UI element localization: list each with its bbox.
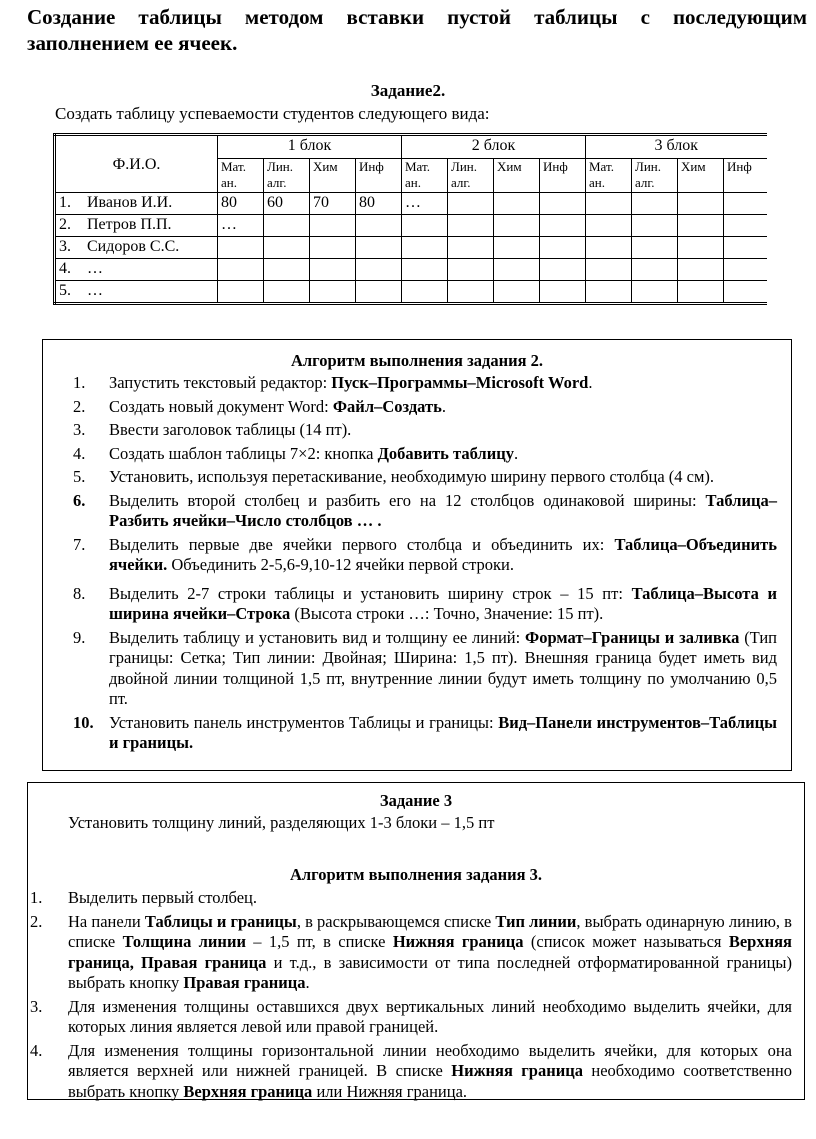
- step-text: Выделить таблицу и установить вид и толщину ее линий: Формат–Границы и заливка (Тип границы: Сетка; Тип линии: Двойная; Ширина: 1,5 пт). Внешняя граница будет иметь вид двойной линии толщиной 1,5 пт, внутренние линии будут иметь толщину по умолчанию 0,5 пт.: [109, 627, 778, 708]
- grade-cell: [448, 237, 494, 259]
- grade-cell: [264, 237, 310, 259]
- algorithm3-steps: [28, 888, 804, 1102]
- step-text: Для изменения толщины оставшихся двух вертикальных линий необходимо выделить ячейки, для которых линия является левой или правой границей.: [68, 996, 792, 1036]
- grade-cell: [678, 237, 724, 259]
- task3-description: Установить толщину линий, разделяющих 1-3 блоки – 1,5 пт: [68, 813, 495, 832]
- row-number: 5.: [59, 282, 71, 299]
- grade-cell: [218, 259, 264, 281]
- grade-cell: [356, 281, 402, 304]
- grade-cell: [448, 281, 494, 304]
- student-name-cell: [55, 259, 218, 281]
- step-text: Установить, используя перетаскивание, необходимую ширину первого столбца (4 см).: [109, 467, 715, 486]
- grade-cell: [494, 259, 540, 281]
- grade-cell: [678, 215, 724, 237]
- list-item: [43, 373, 791, 394]
- grade-cell: [632, 237, 678, 259]
- step-number: 1.: [73, 373, 86, 392]
- step-number: 3.: [73, 420, 86, 439]
- student-name-cell: [55, 281, 218, 304]
- row-number: 4.: [59, 260, 71, 277]
- grade-cell: [540, 193, 586, 215]
- list-item: [43, 535, 791, 576]
- step-number: 5.: [73, 467, 86, 486]
- grade-cell: [540, 215, 586, 237]
- grade-cell: [724, 259, 767, 281]
- block-header: 2 блок: [402, 135, 586, 159]
- grade-cell: [310, 237, 356, 259]
- row-number: 2.: [59, 216, 71, 233]
- grade-cell: [586, 193, 632, 215]
- grade-cell: [402, 259, 448, 281]
- grade-cell: [678, 281, 724, 304]
- list-item: [43, 467, 791, 488]
- row-number: 3.: [59, 238, 71, 255]
- grade-cell: [586, 259, 632, 281]
- grade-table: [53, 133, 767, 305]
- step-text: Для изменения толщины горизонтальной линии необходимо выделить ячейки, для которых она является верхней или нижней границей. В списке Нижняя граница необходимо соответственно выбрать кнопку Верхняя граница или Нижняя граница.: [68, 1040, 792, 1101]
- grade-cell: [264, 281, 310, 304]
- list-item: [43, 628, 791, 710]
- grade-cell: [678, 193, 724, 215]
- grade-cell: [218, 281, 264, 304]
- grade-cell: [448, 259, 494, 281]
- student-name: …: [87, 260, 103, 277]
- grade-cell: 70: [310, 193, 356, 215]
- task3-title: Задание 3: [379, 791, 453, 810]
- table-row: [55, 237, 767, 259]
- subject-header: Лин. алг.: [632, 159, 678, 193]
- subject-header: Лин. алг.: [448, 159, 494, 193]
- grade-cell: [310, 259, 356, 281]
- grade-cell: [218, 237, 264, 259]
- step-number: 2.: [73, 396, 86, 416]
- grade-cell: [402, 215, 448, 237]
- student-name-cell: [55, 237, 218, 259]
- grade-cell: …: [402, 193, 448, 215]
- step-text: Создать новый документ Word: Файл–Создать.: [109, 396, 446, 416]
- task2-description: Создать таблицу успеваемости студентов следующего вида:: [55, 104, 490, 123]
- algorithm3-title: Алгоритм выполнения задания 3.: [289, 865, 543, 884]
- grade-cell: [586, 237, 632, 259]
- name-header: Ф.И.О.: [55, 135, 218, 193]
- grade-cell: [310, 281, 356, 304]
- algorithm2-box: [42, 339, 792, 771]
- step-text: Выделить 2-7 строки таблицы и установить ширину строк – 15 пт: Таблица–Высота и ширина ячейки–Строка (Высота строки …: Точно, Значение: 15 пт).: [109, 583, 777, 623]
- student-name: Петров П.П.: [87, 216, 172, 233]
- grade-cell: [724, 215, 767, 237]
- grade-cell: [494, 281, 540, 304]
- grade-cell: [356, 259, 402, 281]
- list-item: [43, 420, 791, 441]
- list-item: [28, 888, 804, 909]
- step-number: 10.: [73, 712, 94, 732]
- step-number: 8.: [73, 583, 86, 603]
- grade-cell: [264, 259, 310, 281]
- step-text: Выделить второй столбец и разбить его на 12 столбцов одинаковой ширины: Таблица–Разбить ячейки–Число столбцов … .: [109, 490, 777, 530]
- step-text: Ввести заголовок таблицы (14 пт).: [109, 420, 352, 439]
- grade-cell: [632, 281, 678, 304]
- document-heading: Создание таблицы методом вставки пустой таблицы с последующим заполнением ее ячеек.: [27, 5, 807, 55]
- subject-header: Инф: [356, 159, 402, 193]
- algorithm2-steps: [43, 373, 791, 754]
- list-item: [43, 491, 791, 532]
- task2-title: Задание2.: [370, 81, 446, 100]
- step-text: Выделить первый столбец.: [68, 888, 258, 907]
- subject-header: Лин. алг.: [264, 159, 310, 193]
- subject-header: Мат. ан.: [586, 159, 632, 193]
- student-name: Сидоров С.С.: [87, 238, 180, 255]
- list-item: [43, 397, 791, 418]
- grade-cell: [678, 259, 724, 281]
- task3-box: [27, 782, 805, 1100]
- list-item: [28, 997, 804, 1038]
- subject-header: Мат. ан.: [218, 159, 264, 193]
- step-number: 3.: [30, 996, 43, 1016]
- grade-cell: [402, 281, 448, 304]
- step-number: 2.: [30, 911, 43, 931]
- subject-header: Хим: [310, 159, 356, 193]
- table-row: [55, 193, 767, 215]
- subject-header: Инф: [724, 159, 767, 193]
- subject-header: Мат. ан.: [402, 159, 448, 193]
- step-number: 7.: [73, 534, 86, 554]
- grade-cell: [402, 237, 448, 259]
- grade-cell: [632, 193, 678, 215]
- step-text: Выделить первые две ячейки первого столбца и объединить их: Таблица–Объединить ячейки. Объединить 2-5,6-9,10-12 ячейки первой строки.: [109, 534, 777, 574]
- step-text: Установить панель инструментов Таблицы и границы: Вид–Панели инструментов–Таблицы и границы.: [109, 712, 777, 752]
- subject-header: Хим: [494, 159, 540, 193]
- grade-cell: [540, 281, 586, 304]
- algorithm2-title: Алгоритм выполнения задания 2.: [290, 351, 544, 370]
- table-row: [55, 215, 767, 237]
- step-number: 1.: [30, 888, 43, 907]
- table-header-row: [55, 135, 767, 159]
- grade-cell: [494, 193, 540, 215]
- row-number: 1.: [59, 194, 71, 211]
- grade-cell: 60: [264, 193, 310, 215]
- student-name: Иванов И.И.: [87, 194, 173, 211]
- grade-cell: [264, 215, 310, 237]
- grade-cell: [310, 215, 356, 237]
- grade-cell: [540, 259, 586, 281]
- list-item: [43, 444, 791, 465]
- block-header: 1 блок: [218, 135, 402, 159]
- grade-cell: [448, 193, 494, 215]
- grade-cell: 80: [356, 193, 402, 215]
- grade-cell: [632, 215, 678, 237]
- grade-cell: 80: [218, 193, 264, 215]
- grade-cell: [356, 215, 402, 237]
- student-name-cell: [55, 215, 218, 237]
- list-item: [43, 713, 791, 754]
- grade-cell: [540, 237, 586, 259]
- grade-cell: [356, 237, 402, 259]
- step-text: Создать шаблон таблицы 7×2: кнопка Добавить таблицу.: [109, 443, 519, 463]
- grade-cell: [724, 281, 767, 304]
- step-text: На панели Таблицы и границы, в раскрывающемся списке Тип линии, выбрать одинарную линию, в списке Толщина линии – 1,5 пт, в списке Нижняя граница (список может называться Верхняя граница, Правая граница и т.д., в зависимости от типа последней отформатированной границы) выбрать кнопку Правая граница.: [68, 911, 792, 992]
- list-item: [28, 1041, 804, 1103]
- grade-cell: [494, 237, 540, 259]
- block-header: 3 блок: [586, 135, 767, 159]
- table-row: [55, 281, 767, 304]
- grade-cell: [494, 215, 540, 237]
- list-item: [43, 584, 791, 625]
- step-text: Запустить текстовый редактор: Пуск–Программы–Microsoft Word.: [109, 373, 593, 392]
- grade-cell: [448, 215, 494, 237]
- student-name: …: [87, 282, 103, 299]
- step-number: 6.: [73, 490, 86, 510]
- table-row: [55, 259, 767, 281]
- grade-cell: [724, 237, 767, 259]
- grade-cell: [724, 193, 767, 215]
- grade-cell: [632, 259, 678, 281]
- grade-cell: [586, 281, 632, 304]
- list-item: [28, 912, 804, 994]
- grade-cell: [586, 215, 632, 237]
- grade-cell: …: [218, 215, 264, 237]
- subject-header: Инф: [540, 159, 586, 193]
- subject-header: Хим: [678, 159, 724, 193]
- step-number: 4.: [30, 1040, 43, 1060]
- student-name-cell: [55, 193, 218, 215]
- step-number: 9.: [73, 627, 86, 647]
- step-number: 4.: [73, 443, 86, 463]
